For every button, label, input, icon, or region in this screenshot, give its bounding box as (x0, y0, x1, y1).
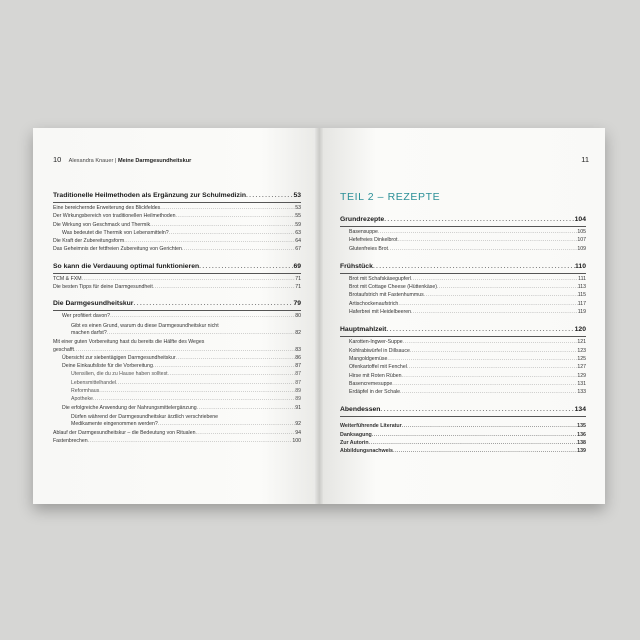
toc-entry[interactable]: Dürfen während der Darmgesundheitskur ärztlich verschriebene Medikamente eingenommen werden? ..... 92 (53, 413, 301, 430)
divider (53, 310, 301, 311)
toc-entry[interactable]: Erdäpfel in der Schale ..... 133 (340, 389, 586, 397)
toc-entry[interactable]: Apotheke ..... 89 (53, 396, 301, 404)
right-page (319, 128, 605, 504)
toc-entry[interactable]: Mit einer guten Vorbereitung hast du bereits die Hälfte des Weges geschafft ..... 83 (53, 338, 301, 355)
divider (340, 336, 586, 337)
page-number: 10 (53, 155, 62, 164)
toc-entry[interactable]: Brotaufstrich mit Fastenhummus ..... 115 (340, 292, 586, 300)
toc-entry[interactable]: Die erfolgreiche Anwendung der Nahrungsmittelergänzung ..... 91 (53, 405, 301, 413)
divider (340, 416, 586, 417)
divider (53, 273, 301, 274)
toc-entry[interactable]: Basencremesuppe ..... 131 (340, 381, 586, 389)
toc-entry[interactable]: Die Wirkung von Geschmack und Thermik ..... 59 (53, 222, 301, 230)
divider (340, 273, 586, 274)
toc-entry[interactable]: Der Wirkungsbereich von traditionellen Heilmethoden ..... 55 (53, 213, 301, 221)
toc-entry[interactable]: Brot mit Cottage Cheese (Hüttenkäse) ..... 113 (340, 284, 586, 292)
toc-entry[interactable]: Gibt es einen Grund, warum du diese Darmgesundheitskur nicht machen darfst? ..... 82 (53, 322, 301, 339)
toc-entry[interactable]: Kohlrabiwürfel in Dillsauce ..... 123 (340, 348, 586, 356)
toc-entry[interactable]: Deine Einkaufsliste für die Vorbereitung ..... 87 (53, 363, 301, 371)
toc-appendix-entry[interactable]: Zur Autorin ..... 138 (340, 440, 586, 448)
divider (340, 226, 586, 227)
author-name: Alexandra Knauer (68, 158, 114, 164)
toc-entry[interactable]: Artischockenaufstrich ..... 117 (340, 301, 586, 309)
toc-section-heading[interactable]: Traditionelle Heilmethoden als Ergänzung zur Schulmedizin ..... 53 (53, 192, 301, 201)
toc-section-heading[interactable]: So kann die Verdauung optimal funktionieren ..... 69 (53, 263, 301, 272)
toc-entry[interactable]: Reformhaus ..... 89 (53, 388, 301, 396)
book-title: Meine Darmgesundheitskur (117, 158, 192, 164)
header-separator: | (114, 158, 117, 164)
book-spread (33, 128, 605, 504)
toc-entry[interactable]: Eine bereichernde Erweiterung des Blickfeldes ..... 53 (53, 205, 301, 213)
toc-entry[interactable]: Was bedeutet die Thermik von Lebensmitteln? ..... 63 (53, 230, 301, 238)
toc-appendix-entry[interactable]: Danksagung ..... 136 (340, 432, 586, 440)
toc-appendix-entry[interactable]: Abbildungsnachweis ..... 139 (340, 448, 586, 456)
page-number: 11 (581, 155, 589, 164)
left-page (33, 128, 319, 504)
toc-entry[interactable]: Hirse mit Roten Rüben ..... 129 (340, 373, 586, 381)
toc-entry[interactable]: Wer profitiert davon? ..... 80 (53, 313, 301, 321)
toc-section-heading[interactable]: Frühstück ..... 110 (340, 263, 586, 272)
toc-section-heading[interactable]: Hauptmahlzeit ..... 120 (340, 326, 586, 335)
toc-entry[interactable]: Brot mit Schafskäsegupferl ..... 111 (340, 276, 586, 284)
toc-entry[interactable]: Haferbrei mit Heidelbeeren ..... 119 (340, 309, 586, 317)
toc-entry[interactable]: Die besten Tipps für deine Darmgesundheit ..... 71 (53, 284, 301, 292)
toc-entry[interactable]: Basensuppe ..... 105 (340, 229, 586, 237)
toc-section-heading[interactable]: Abendessen ..... 134 (340, 406, 586, 415)
toc-entry[interactable]: Glutenfreies Brot ..... 109 (340, 246, 586, 254)
toc-left (53, 192, 301, 446)
part-title: TEIL 2 – REZEPTE (340, 191, 441, 203)
toc-entry[interactable]: Das Geheimnis der fettfreien Zubereitung von Gerichten ..... 67 (53, 246, 301, 254)
toc-entry[interactable]: Lebensmittelhandel ..... 87 (53, 380, 301, 388)
toc-entry[interactable]: Übersicht zur siebentägigen Darmgesundheitskur ..... 86 (53, 355, 301, 363)
toc-entry[interactable]: TCM & FXM ..... 71 (53, 276, 301, 284)
toc-section-heading[interactable]: Grundrezepte ..... 104 (340, 216, 586, 225)
divider (53, 202, 301, 203)
toc-right (340, 216, 586, 457)
toc-entry[interactable]: Utensilien, die du zu Hause haben solltest ..... 87 (53, 371, 301, 379)
toc-entry[interactable]: Die Kraft der Zubereitungsform ..... 64 (53, 238, 301, 246)
running-header (581, 155, 589, 164)
toc-entry[interactable]: Fastenbrechen ..... 100 (53, 438, 301, 446)
toc-appendix-entry[interactable]: Weiterführende Literatur ..... 135 (340, 423, 586, 431)
toc-entry[interactable]: Ofenkartoffel mit Fenchel ..... 127 (340, 364, 586, 372)
toc-section-heading[interactable]: Die Darmgesundheitskur ..... 79 (53, 300, 301, 309)
toc-entry[interactable]: Ablauf der Darmgesundheitskur – die Bedeutung von Ritualen ..... 94 (53, 430, 301, 438)
running-header (53, 155, 191, 164)
toc-entry[interactable]: Karotten-Ingwer-Suppe ..... 121 (340, 339, 586, 347)
toc-entry[interactable]: Hefefreies Dinkelbrot ..... 107 (340, 237, 586, 245)
toc-entry[interactable]: Mangoldgemüse ..... 125 (340, 356, 586, 364)
book-gutter (315, 128, 323, 504)
